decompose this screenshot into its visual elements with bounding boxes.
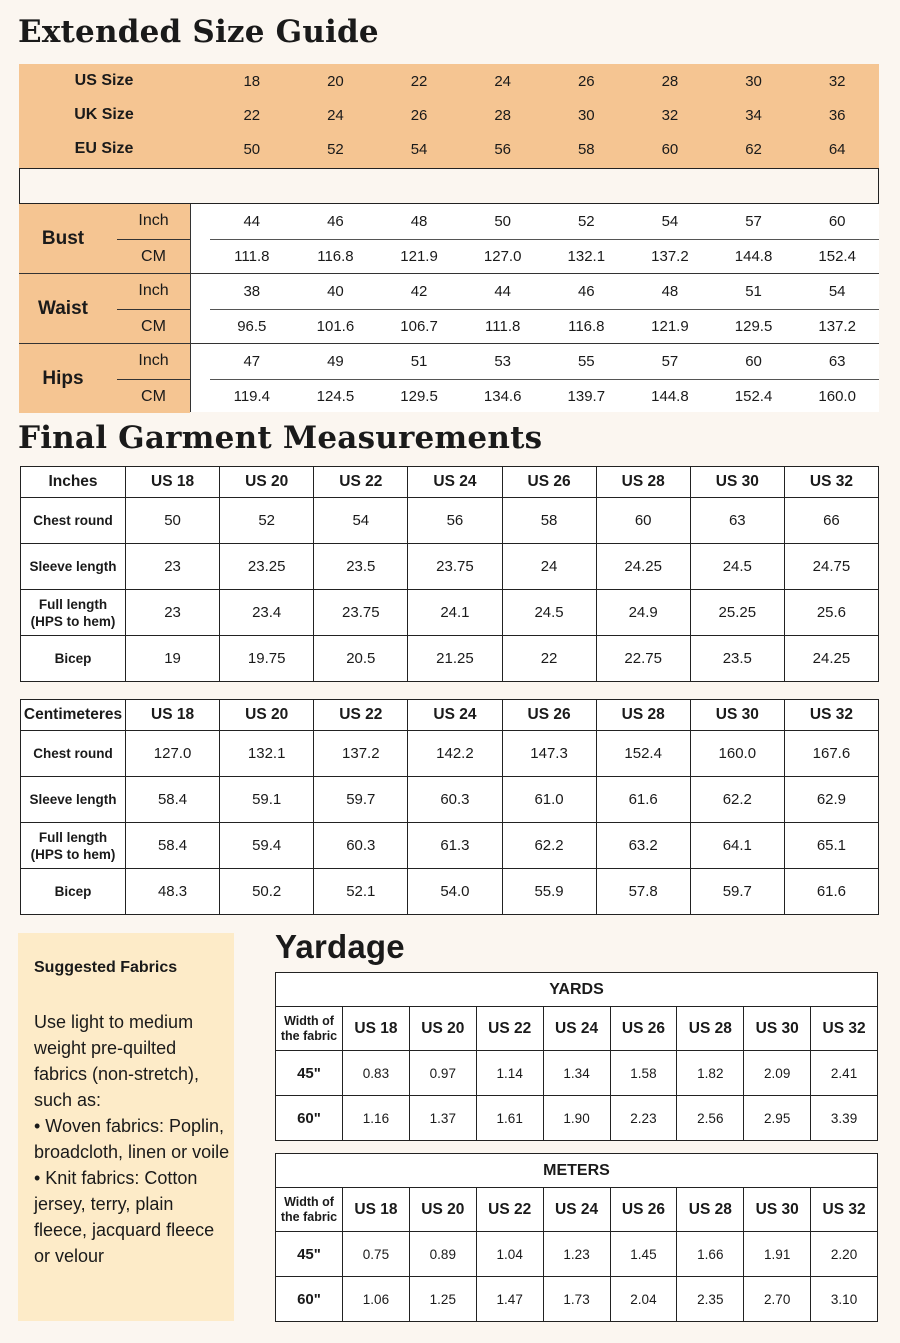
row-label: 45" [276,1051,343,1096]
value-cell: 21.25 [408,636,502,682]
value-cell: 2.41 [811,1051,878,1096]
size-cell: 26 [410,106,428,124]
size-header: US 20 [220,467,314,498]
value-cell: 60 [596,498,690,544]
measure-cell: 144.8 [712,239,796,273]
row-label-main: Full length [38,596,108,612]
value-cell: 127.0 [126,731,220,777]
size-cell: 34 [745,106,762,124]
value-cell: 62.9 [784,777,878,823]
garment-cm-table [20,699,879,915]
value-cell: 2.23 [610,1096,677,1141]
measure-cell: 51 [410,352,428,370]
row-label: 60" [276,1277,343,1322]
value-cell: 152.4 [596,731,690,777]
size-cell: 50 [243,140,261,158]
uk-size-cells [210,98,879,132]
measure-cells [210,274,879,308]
value-cell: 24.25 [596,544,690,590]
value-cell: 1.91 [744,1232,811,1277]
width-header-line: the fabric [280,1028,338,1043]
measure-cells [210,344,879,378]
measure-group-waist [19,274,879,343]
measure-label-block [19,344,190,413]
measure-cell: 48 [661,282,679,300]
size-header: US 24 [408,467,502,498]
fabrics-line: • Woven fabrics: Poplin, broadcloth, linen or voile [34,1116,230,1162]
measure-label-block [19,204,190,273]
measure-name: Bust [41,227,85,249]
value-cell: 50 [126,498,220,544]
value-cell: 50.2 [220,869,314,915]
value-cell: 22 [502,636,596,682]
value-cell: 22.75 [596,636,690,682]
value-cell: 132.1 [220,731,314,777]
size-cell: 24 [494,72,512,90]
size-conversion-block [19,64,879,168]
size-cell: 22 [243,106,261,124]
unit-cm-label: CM [117,379,190,414]
value-cell: 0.83 [343,1051,410,1096]
value-cell: 1.25 [409,1277,476,1322]
measure-cell: 119.4 [210,379,294,413]
measure-cell: 152.4 [795,239,879,273]
measure-cell: 121.9 [628,309,712,343]
measure-cell: 129.5 [712,309,796,343]
measure-cell: 132.1 [545,239,629,273]
measure-cells [210,309,879,343]
row-label-sub: (HPS to hem) [30,846,116,862]
value-cell: 55.9 [502,869,596,915]
table-row [276,1232,878,1277]
value-cell: 1.04 [476,1232,543,1277]
value-cell: 1.45 [610,1232,677,1277]
value-cell: 20.5 [314,636,408,682]
value-cell: 61.6 [784,869,878,915]
width-header [276,1007,343,1051]
value-cell: 1.34 [543,1051,610,1096]
measure-cell: 51 [745,282,762,300]
us-size-row [19,64,879,98]
size-header: US 30 [744,1007,811,1051]
row-label: 60" [276,1096,343,1141]
value-cell: 2.20 [811,1232,878,1277]
measure-cell: 50 [494,212,512,230]
header-row [21,700,879,731]
fabrics-line: Use light to medium weight pre-quilted fabrics (non-stretch), such as: [34,1012,200,1110]
value-cell: 66 [784,498,878,544]
size-header: US 18 [343,1007,410,1051]
size-cell: 28 [494,106,512,124]
row-label-main: Sleeve length [29,792,117,807]
width-header-line: the fabric [280,1209,338,1224]
size-header: US 30 [744,1188,811,1232]
measure-cell: 49 [327,352,344,370]
size-header: US 32 [811,1007,878,1051]
row-label-main: Chest round [33,746,113,761]
size-cell: 26 [577,72,595,90]
row-label-sub: (HPS to hem) [30,613,116,629]
measure-cell: 46 [577,282,595,300]
value-cell: 59.4 [220,823,314,869]
measure-group-hips [19,344,879,413]
value-cell: 1.61 [476,1096,543,1141]
value-cell: 0.97 [409,1051,476,1096]
us-size-cells [210,64,879,98]
measure-label-block [19,274,190,343]
value-cell: 160.0 [690,731,784,777]
yardage-meters-table [275,1153,878,1322]
value-cell: 1.73 [543,1277,610,1322]
table-row [276,1096,878,1141]
row-label [21,590,126,636]
measure-cell: 42 [410,282,428,300]
size-header: US 20 [409,1188,476,1232]
eu-size-row [19,132,879,166]
size-header: US 28 [596,467,690,498]
value-cell: 48.3 [126,869,220,915]
measure-cell: 47 [243,352,261,370]
measure-cell: 124.5 [294,379,378,413]
value-cell: 24.75 [784,544,878,590]
value-cell: 23.25 [220,544,314,590]
measure-cell: 57 [661,352,679,370]
measure-cell: 44 [243,212,261,230]
width-header-line: Width of [284,1013,334,1028]
table-row [21,498,879,544]
value-cell: 19 [126,636,220,682]
size-header: US 18 [126,467,220,498]
row-label [21,636,126,682]
value-cell: 61.0 [502,777,596,823]
row-label [21,869,126,915]
value-cell: 167.6 [784,731,878,777]
row-label-main: Full length [38,829,108,845]
table-row [21,544,879,590]
measure-cell: 53 [494,352,512,370]
measure-cell: 46 [327,212,344,230]
value-cell: 2.95 [744,1096,811,1141]
size-header: US 32 [811,1188,878,1232]
measure-cell: 127.0 [461,239,545,273]
value-cell: 1.37 [409,1096,476,1141]
value-cell: 65.1 [784,823,878,869]
value-cell: 62.2 [690,777,784,823]
row-label-main: Sleeve length [29,559,117,574]
size-cell: 58 [577,140,595,158]
header-row [21,467,879,498]
row-label [21,544,126,590]
value-cell: 57.8 [596,869,690,915]
value-cell: 1.16 [343,1096,410,1141]
size-cell: 62 [745,140,762,158]
size-cell: 36 [828,106,846,124]
row-label-main: Chest round [33,513,113,528]
value-cell: 59.7 [690,869,784,915]
value-cell: 54 [314,498,408,544]
size-header: US 28 [677,1007,744,1051]
size-header: US 24 [543,1188,610,1232]
measure-cell: 139.7 [545,379,629,413]
size-cell: 60 [661,140,679,158]
unit-inch-label: Inch [138,352,169,369]
measure-cell: 60 [828,212,846,230]
value-cell: 23.5 [690,636,784,682]
value-cell: 60.3 [408,777,502,823]
value-cell: 2.56 [677,1096,744,1141]
table-row [21,823,879,869]
unit-cm-label: CM [117,239,190,274]
value-cell: 58 [502,498,596,544]
measure-cells [210,379,879,413]
size-cell: 30 [745,72,762,90]
size-cell: 54 [410,140,428,158]
us-size-label: US Size [74,72,134,89]
value-cell: 24.9 [596,590,690,636]
table-row [21,590,879,636]
table-row [21,777,879,823]
value-cell: 23.75 [314,590,408,636]
header-row [276,1188,878,1232]
value-cell: 2.09 [744,1051,811,1096]
caption-row [276,973,878,1007]
value-cell: 62.2 [502,823,596,869]
page-title: Extended Size Guide [18,14,379,50]
value-cell: 63 [690,498,784,544]
value-cell: 24 [502,544,596,590]
size-header: US 26 [502,467,596,498]
value-cell: 3.10 [811,1277,878,1322]
value-cell: 25.6 [784,590,878,636]
label-divider [190,204,191,412]
size-header: US 22 [314,700,408,731]
unit-header: Inches [21,467,126,498]
measure-cell: 96.5 [210,309,294,343]
uk-size-row [19,98,879,132]
caption-row [276,1154,878,1188]
unit-inch-label: Inch [138,282,169,299]
value-cell: 23.5 [314,544,408,590]
size-header: US 24 [543,1007,610,1051]
measure-cell: 152.4 [712,379,796,413]
value-cell: 58.4 [126,823,220,869]
size-header: US 20 [409,1007,476,1051]
eu-size-label: EU Size [74,140,134,157]
measure-cell: 137.2 [795,309,879,343]
table-row [21,731,879,777]
value-cell: 1.06 [343,1277,410,1322]
unit-header: Centimeteres [21,700,126,731]
size-header: US 22 [476,1007,543,1051]
table-row [21,869,879,915]
size-cell: 18 [243,72,261,90]
size-header: US 26 [610,1007,677,1051]
header-row [276,1007,878,1051]
value-cell: 1.90 [543,1096,610,1141]
value-cell: 1.14 [476,1051,543,1096]
fabrics-body [34,1009,230,1269]
value-cell: 60.3 [314,823,408,869]
unit-caption: YARDS [276,973,878,1007]
table-row [21,636,879,682]
size-header: US 24 [408,700,502,731]
size-cell: 28 [661,72,679,90]
group-divider [19,273,879,274]
value-cell: 61.3 [408,823,502,869]
fabrics-title: Suggested Fabrics [34,959,178,976]
group-divider [19,343,879,344]
garment-title: Final Garment Measurements [18,420,543,456]
measure-cell: 40 [327,282,344,300]
size-header: US 32 [784,700,878,731]
size-cell: 32 [828,72,846,90]
garment-inches-table [20,466,879,682]
row-label-main: Bicep [54,884,92,899]
value-cell: 24.5 [502,590,596,636]
size-cell: 30 [577,106,595,124]
size-header: US 30 [690,467,784,498]
value-cell: 59.1 [220,777,314,823]
value-cell: 2.35 [677,1277,744,1322]
unit-cm-label: CM [117,309,190,344]
value-cell: 2.04 [610,1277,677,1322]
size-header: US 18 [343,1188,410,1232]
measure-cell: 116.8 [545,309,629,343]
value-cell: 63.2 [596,823,690,869]
measure-cell: 44 [494,282,512,300]
measure-cell: 144.8 [628,379,712,413]
value-cell: 19.75 [220,636,314,682]
value-cell: 1.58 [610,1051,677,1096]
value-cell: 3.39 [811,1096,878,1141]
measure-cell: 57 [745,212,762,230]
row-label [21,823,126,869]
measure-cell: 38 [243,282,261,300]
size-header: US 28 [677,1188,744,1232]
value-cell: 23.75 [408,544,502,590]
measure-cell: 134.6 [461,379,545,413]
size-header: US 26 [502,700,596,731]
size-header: US 26 [610,1188,677,1232]
value-cell: 54.0 [408,869,502,915]
measure-cell: 48 [410,212,428,230]
measure-cell: 111.8 [210,239,294,273]
value-cell: 1.47 [476,1277,543,1322]
size-header: US 18 [126,700,220,731]
value-cell: 0.89 [409,1232,476,1277]
row-label [21,498,126,544]
value-cell: 23 [126,590,220,636]
width-header-line: Width of [284,1194,334,1209]
size-cell: 64 [828,140,846,158]
value-cell: 61.6 [596,777,690,823]
size-header: US 30 [690,700,784,731]
size-cell: 24 [327,106,344,124]
value-cell: 59.7 [314,777,408,823]
value-cell: 52 [220,498,314,544]
measure-cell: 116.8 [294,239,378,273]
measure-cell: 121.9 [377,239,461,273]
size-cell: 52 [327,140,344,158]
yardage-yards-table [275,972,878,1141]
body-measurements-block [19,204,879,412]
measure-cell: 54 [828,282,846,300]
measure-cell: 54 [661,212,679,230]
value-cell: 25.25 [690,590,784,636]
measure-cells [210,204,879,238]
measure-cell: 106.7 [377,309,461,343]
table-row [276,1051,878,1096]
row-label: 45" [276,1232,343,1277]
unit-inch-label: Inch [138,212,169,229]
fabrics-line: • Knit fabrics: Cotton jersey, terry, plain fleece, jacquard fleece or velour [34,1168,215,1266]
size-cell: 56 [494,140,512,158]
measure-group-bust [19,204,879,273]
value-cell: 23.4 [220,590,314,636]
size-header: US 22 [476,1188,543,1232]
yardage-title: Yardage [275,928,405,965]
measure-cell: 111.8 [461,309,545,343]
value-cell: 1.82 [677,1051,744,1096]
value-cell: 24.1 [408,590,502,636]
measure-name: Hips [42,367,84,389]
value-cell: 58.4 [126,777,220,823]
row-label [21,731,126,777]
value-cell: 0.75 [343,1232,410,1277]
size-cell: 32 [661,106,679,124]
value-cell: 23 [126,544,220,590]
value-cell: 52.1 [314,869,408,915]
value-cell: 2.70 [744,1277,811,1322]
measure-cell: 55 [577,352,595,370]
eu-size-cells [210,132,879,166]
measure-cell: 129.5 [377,379,461,413]
row-label-main: Bicep [54,651,92,666]
measure-cell: 137.2 [628,239,712,273]
row-label [21,777,126,823]
size-cell: 20 [327,72,344,90]
suggested-fabrics-panel [18,933,234,1321]
measure-cell: 63 [828,352,846,370]
size-header: US 28 [596,700,690,731]
width-header [276,1188,343,1232]
unit-caption: METERS [276,1154,878,1188]
value-cell: 142.2 [408,731,502,777]
measure-cell: 60 [745,352,762,370]
value-cell: 1.23 [543,1232,610,1277]
measure-cells [210,239,879,273]
size-cell: 22 [410,72,428,90]
size-header: US 32 [784,467,878,498]
size-header: US 20 [220,700,314,731]
value-cell: 1.66 [677,1232,744,1277]
size-header: US 22 [314,467,408,498]
table-row [276,1277,878,1322]
value-cell: 64.1 [690,823,784,869]
value-cell: 137.2 [314,731,408,777]
value-cell: 24.5 [690,544,784,590]
measure-name: Waist [38,297,88,319]
value-cell: 147.3 [502,731,596,777]
measure-cell: 160.0 [795,379,879,413]
value-cell: 56 [408,498,502,544]
measure-cell: 52 [577,212,595,230]
value-cell: 24.25 [784,636,878,682]
uk-size-label: UK Size [74,106,134,123]
measure-cell: 101.6 [294,309,378,343]
spacer-row [19,168,879,204]
